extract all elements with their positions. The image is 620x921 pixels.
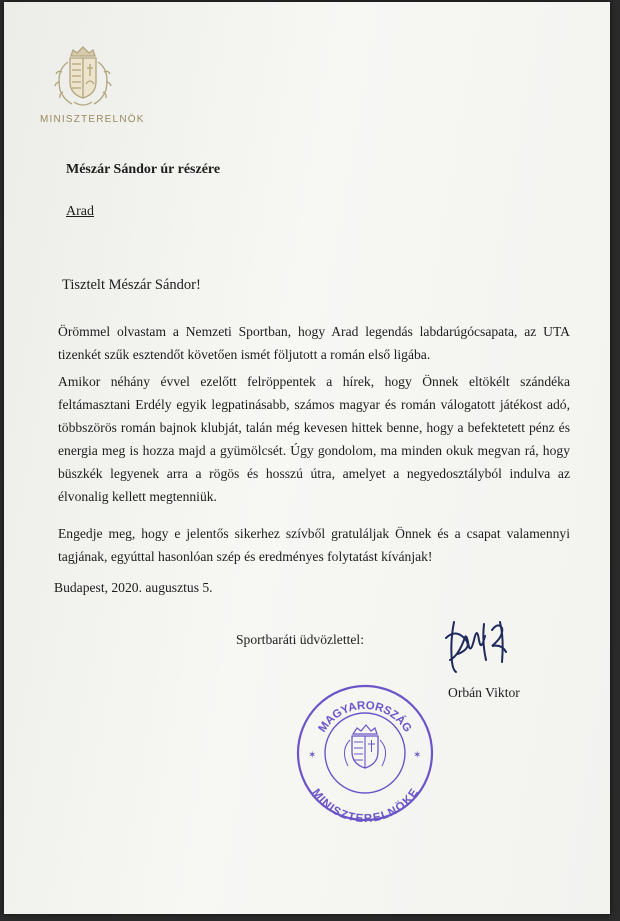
letter-date: Budapest, 2020. augusztus 5.: [54, 580, 213, 595]
official-stamp-icon: [294, 682, 436, 824]
stamp-top-text: MAGYARORSZÁG: [316, 699, 414, 735]
svg-text:✶: ✶: [413, 750, 422, 761]
svg-text:MAGYARORSZÁG: [316, 700, 413, 735]
signer-name: Orbán Viktor: [448, 685, 520, 700]
svg-text:✶: ✶: [308, 750, 317, 761]
body-paragraph-2: Amikor néhány évvel ezelőtt felröppentek a hírek, hogy Önnek eltökélt szándéka feltámasztani Erdély egyik legpatinásabb, számos magyar és román válogatott játékost adó, többszörös román bajnok klubját, talán még kevesen hittek benne, hogy a befektetett pénz és energia meg is hozza majd a gyümölcsét. Úgy gondolom, ma minden okuk megvan rá, hogy büszkék legyenek arra a rögös és hosszú útra, amelyet a negyedosztályból indulva az élvonalig kellett megtenniük.: [58, 374, 570, 504]
addressee-city: Arad: [66, 204, 94, 219]
body-paragraph-3: Engedje meg, hogy e jelentős sikerhez szívből gratuláljak Önnek és a csapat valamennyi tagjának, egyúttal hasonlóan szép és eredményes folytatást kívánjak!: [58, 526, 570, 564]
letter-page: [4, 2, 610, 914]
stamp-bottom-text: MINISZTERELNÖKE: [309, 786, 421, 824]
salutation: Tisztelt Mészár Sándor!: [62, 277, 201, 293]
handwritten-signature-icon: [440, 618, 520, 674]
body-paragraph-1: Örömmel olvastam a Nemzeti Sportban, hogy Arad legendás labdarúgócsapata, az UTA tizenkét szűk esztendőt követően ismét följutott a román első ligába.: [58, 324, 570, 362]
hungarian-coat-of-arms-icon: [50, 38, 116, 110]
svg-text:MINISZTERELNÖKE: [309, 787, 420, 824]
addressee-name: Mészár Sándor úr részére: [66, 162, 221, 177]
letterhead-office-name: MINISZTERELNÖK: [40, 114, 145, 125]
closing-greeting: Sportbaráti üdvözlettel:: [236, 632, 364, 647]
